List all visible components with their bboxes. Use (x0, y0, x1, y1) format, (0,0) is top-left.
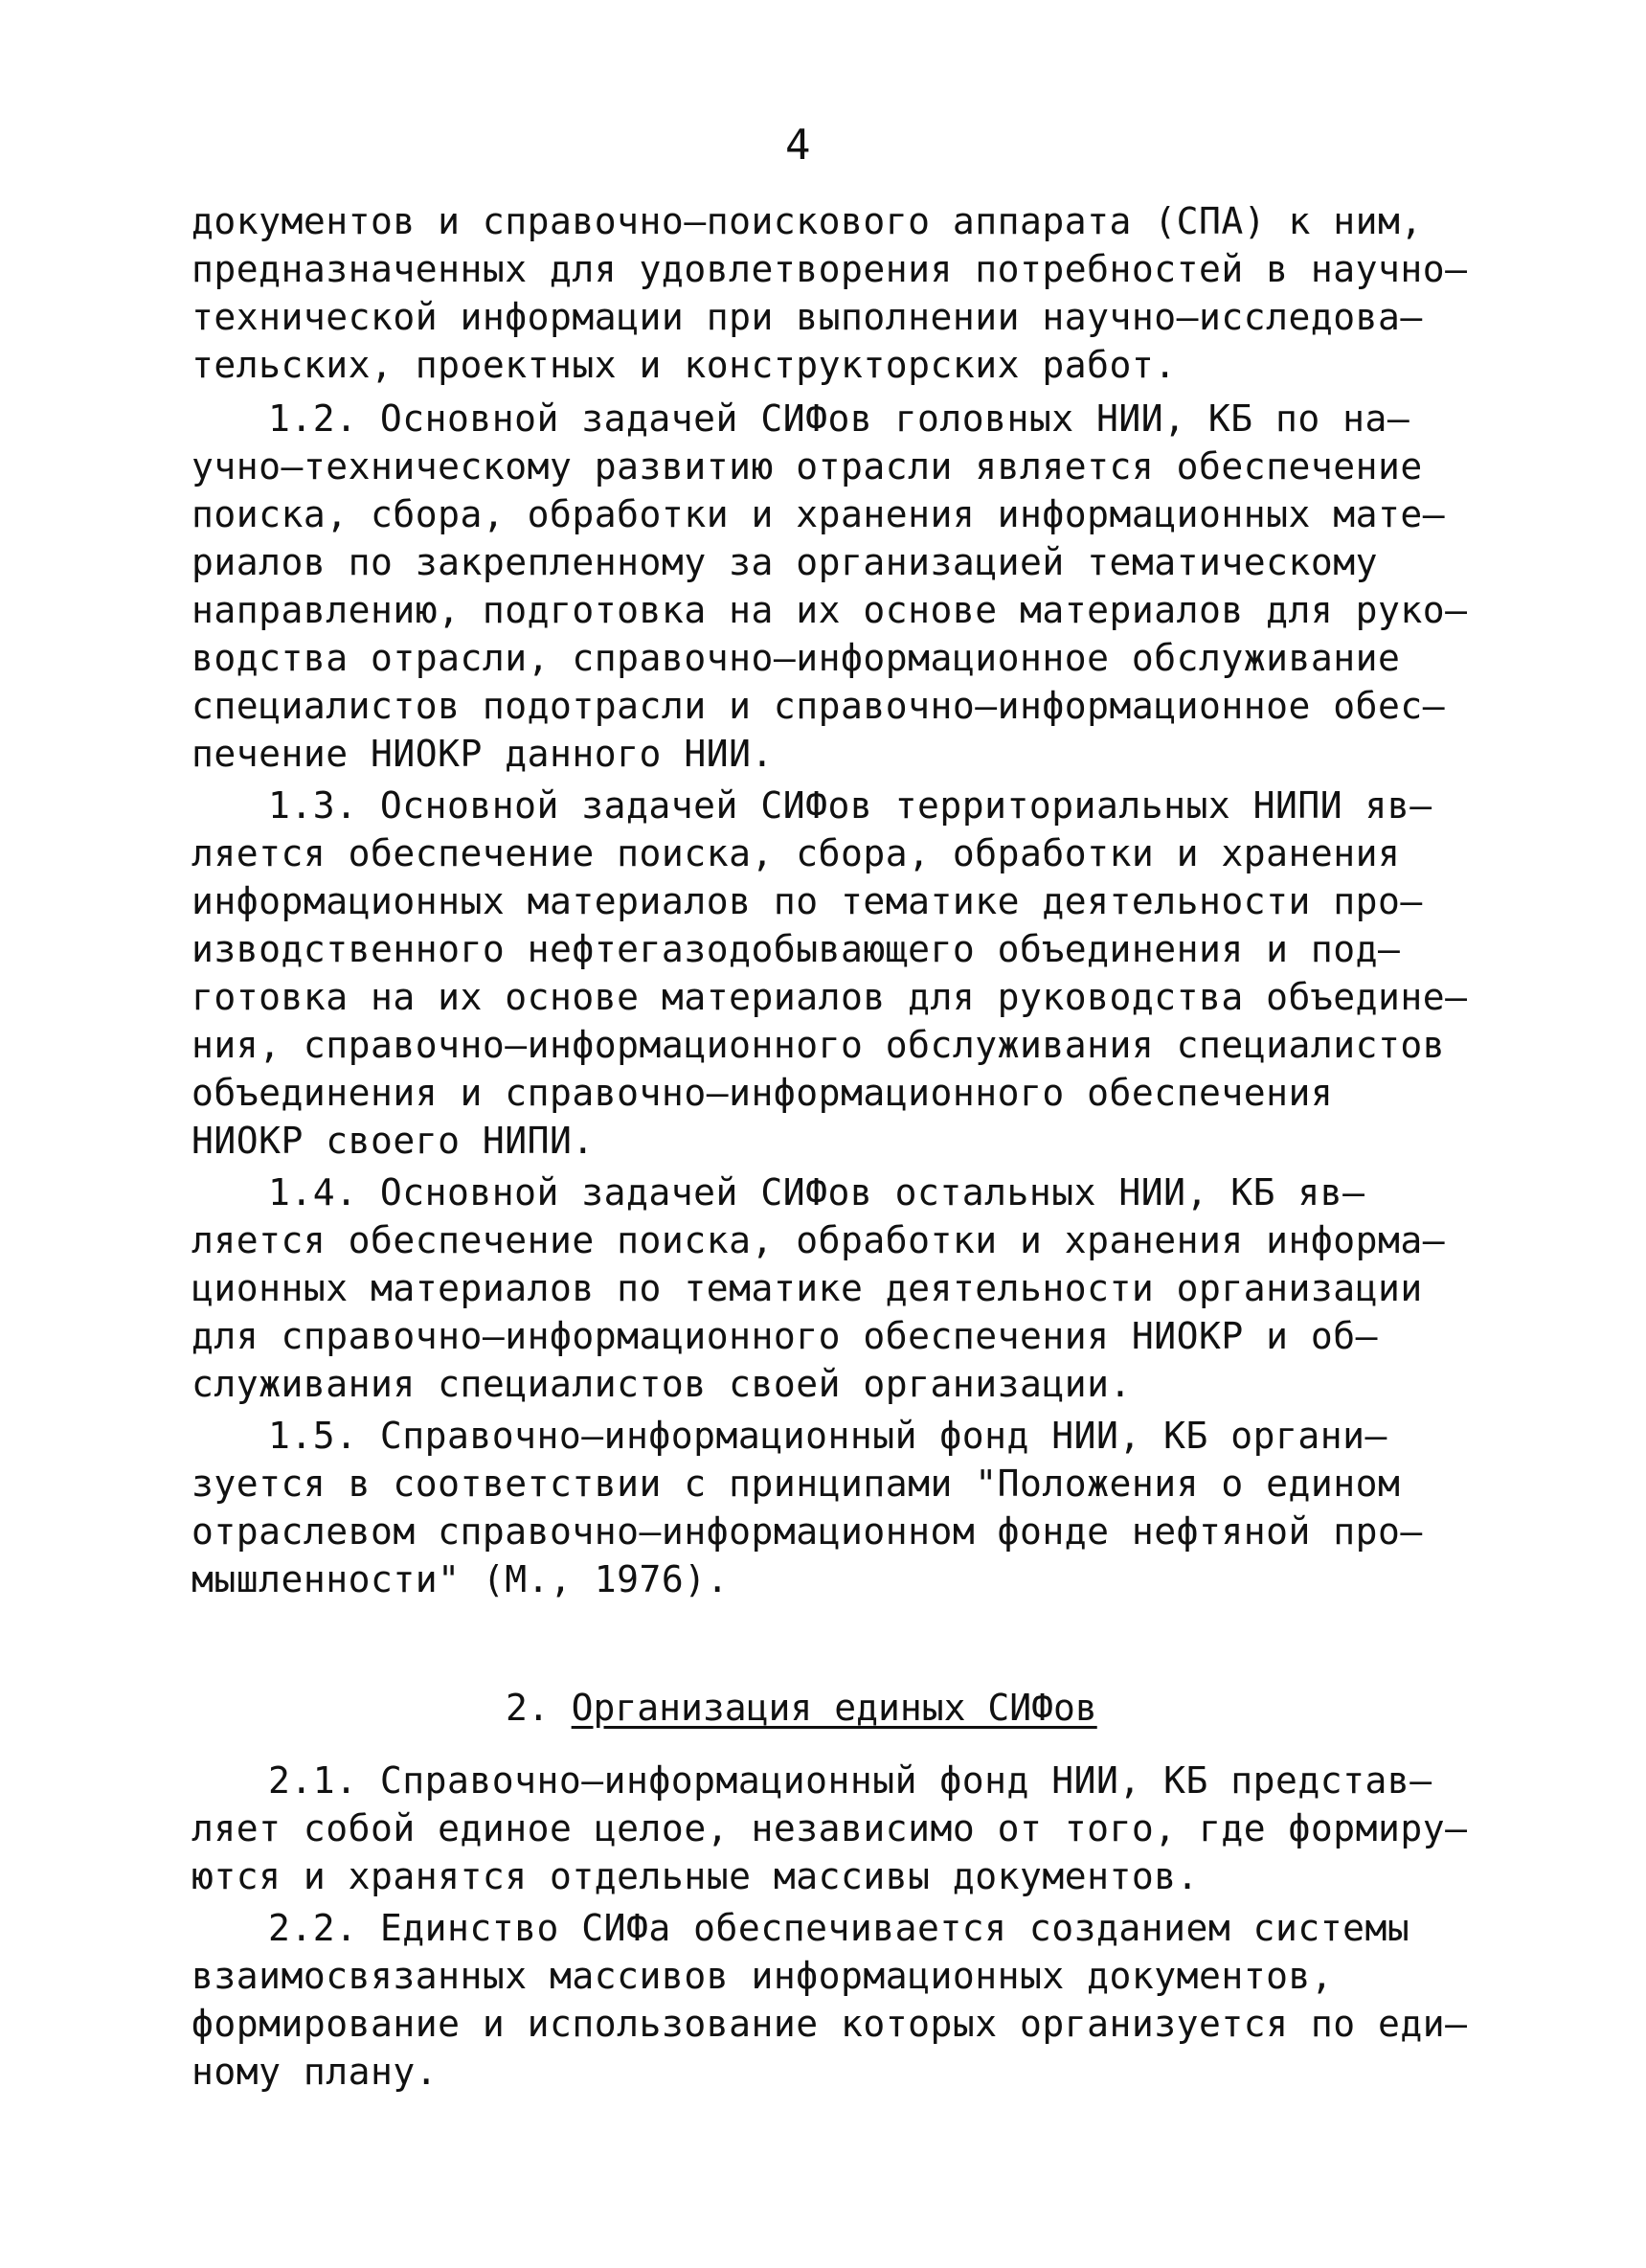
text-line: мышленности" (М., 1976). (192, 1558, 730, 1600)
text-line: направлению, подготовка на их основе материалов для руко– (192, 589, 1468, 631)
text-line: изводственного нефтегазодобывающего объединения и под– (192, 928, 1401, 970)
text-line: ются и хранятся отдельные массивы документов. (192, 1855, 1200, 1897)
text-line: НИОКР своего НИПИ. (192, 1120, 595, 1162)
text-line: готовка на их основе материалов для руководства объедине– (192, 976, 1468, 1018)
text-line: предназначенных для удовлетворения потребностей в научно– (192, 248, 1468, 290)
paragraph-1-3-line: 1.3. Основной задачей СИФов территориальных НИПИ яв– (268, 784, 1432, 827)
text-line: ционных материалов по тематике деятельности организации (192, 1267, 1423, 1309)
text-line: риалов по закрепленному за организацией тематическому (192, 541, 1379, 583)
text-line: взаимосвязанных массивов информационных документов, (192, 1955, 1334, 1997)
text-line: объединения и справочно–информационного обеспечения (192, 1072, 1334, 1114)
paragraph-1-4-line: 1.4. Основной задачей СИФов остальных НИИ, КБ яв– (268, 1171, 1365, 1213)
text-line: учно–техническому развитию отрасли является обеспечение (192, 445, 1423, 488)
text-line: документов и справочно–поискового аппарата (СПА) к ним, (192, 200, 1423, 242)
text-line: ному плану. (192, 2051, 439, 2093)
text-line: зуется в соответствии с принципами "Положения о едином (192, 1463, 1401, 1505)
text-line: служивания специалистов своей организации. (192, 1363, 1132, 1405)
text-line: поиска, сбора, обработки и хранения информационных мате– (192, 493, 1446, 535)
section-heading (506, 1687, 1097, 1729)
text-line: печение НИОКР данного НИИ. (192, 733, 774, 775)
text-line: тельских, проектных и конструкторских работ. (192, 344, 1177, 386)
paragraph-2-2-line: 2.2. Единство СИФа обеспечивается созданием системы (268, 1907, 1410, 1949)
text-line: ляется обеспечение поиска, сбора, обработки и хранения (192, 832, 1401, 874)
text-line: специалистов подотрасли и справочно–информационное обес– (192, 685, 1446, 727)
page-number: 4 (785, 121, 811, 170)
paragraph-2-1-line: 2.1. Справочно–информационный фонд НИИ, КБ представ– (268, 1759, 1432, 1802)
paragraph-1-2-line: 1.2. Основной задачей СИФов головных НИИ, КБ по на– (268, 397, 1410, 440)
section-title: Организация единых СИФов (571, 1687, 1097, 1729)
text-line: информационных материалов по тематике деятельности про– (192, 880, 1423, 922)
text-line: водства отрасли, справочно–информационное обслуживание (192, 637, 1401, 679)
text-line: ляет собой единое целое, независимо от того, где формиру– (192, 1807, 1468, 1849)
text-line: технической информации при выполнении научно–исследова– (192, 296, 1423, 338)
text-line: отраслевом справочно–информационном фонде нефтяной про– (192, 1510, 1423, 1553)
text-line: ляется обеспечение поиска, обработки и хранения информа– (192, 1219, 1446, 1261)
text-line: ния, справочно–информационного обслуживания специалистов (192, 1024, 1446, 1066)
section-number: 2. (506, 1687, 550, 1729)
text-line: для справочно–информационного обеспечения НИОКР и об– (192, 1315, 1379, 1357)
text-line: формирование и использование которых организуется по еди– (192, 2003, 1468, 2045)
paragraph-1-5-line: 1.5. Справочно–информационный фонд НИИ, КБ органи– (268, 1415, 1387, 1457)
